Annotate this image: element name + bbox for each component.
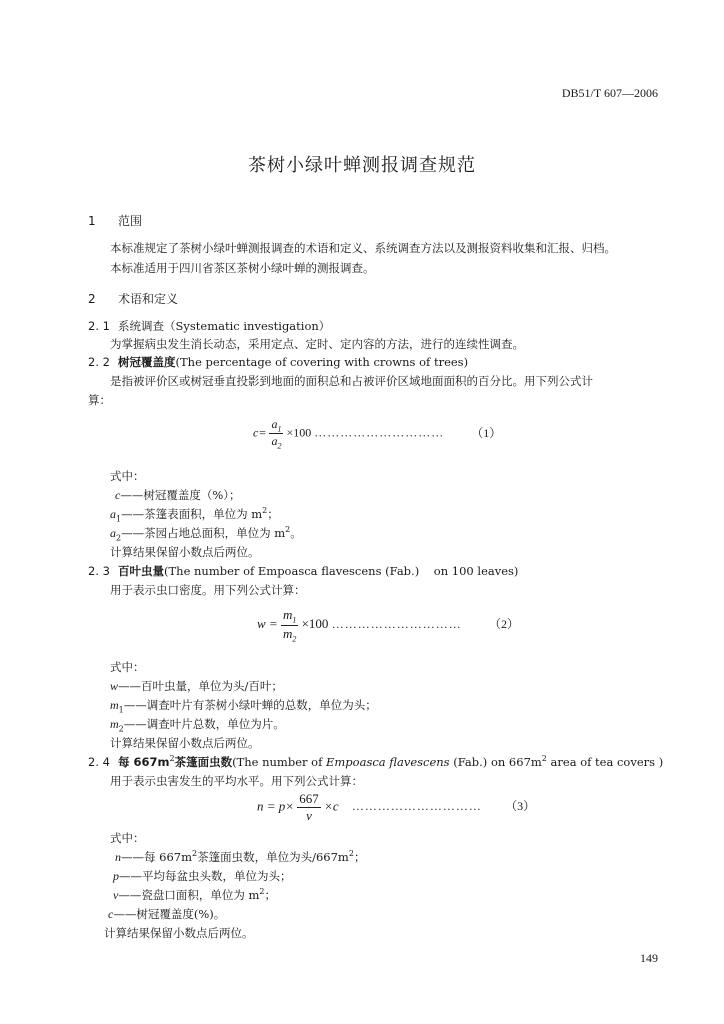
term-part: 每 667m — [118, 755, 170, 769]
numerator-sub: 1 — [292, 615, 297, 625]
term-english: (The number of Empoasca flavescens (Fab.) on 100 leaves) — [164, 564, 519, 578]
denominator: a — [271, 434, 278, 449]
numerator: a — [271, 417, 278, 431]
formula-label: （2） — [488, 617, 519, 632]
term-english: (Fab.) on 667m — [449, 755, 542, 769]
symbol-sub: 2 — [118, 724, 124, 734]
definition: ——树冠覆盖度（%）； — [120, 488, 241, 502]
section-title: 范围 — [118, 214, 143, 228]
subsection-number: 2. 3 — [88, 564, 110, 578]
section-number: 2 — [88, 292, 96, 306]
definition: ——平均每盆虫头数，单位为头； — [119, 869, 292, 883]
subsection-2-4-para: 用于表示虫害发生的平均水平。用下列公式计算： — [110, 774, 363, 788]
symbol: m — [110, 717, 119, 731]
punct: ； — [353, 850, 366, 864]
numerator-sub: 1 — [277, 424, 282, 434]
leader-dots: ………………………… — [351, 799, 482, 814]
subsection-2-3-heading — [88, 563, 518, 579]
definition: ——调查叶片有茶树小绿叶蝉的总数，单位为头； — [123, 698, 377, 712]
subsection-2-4-heading — [88, 754, 663, 770]
formula-tail: ×100 — [286, 425, 312, 440]
formula-1 — [253, 417, 501, 451]
where-label: 式中： — [110, 831, 145, 845]
punct: ； — [264, 888, 276, 902]
var-n — [115, 849, 365, 865]
rounding-note: 计算结果保留小数点后两位。 — [110, 545, 260, 559]
symbol: c — [115, 488, 121, 502]
where-label: 式中： — [110, 469, 145, 483]
subsection-2-2-para-2: 算： — [88, 393, 111, 407]
definition: ——调查叶片总数，单位为片。 — [123, 717, 285, 731]
definition: ——树冠覆盖度(%)。 — [113, 907, 226, 921]
punct: 。 — [290, 526, 302, 540]
denominator-sub: 2 — [292, 634, 297, 644]
term-english-sup: 2 — [541, 754, 547, 764]
formula-lhs: w = — [257, 616, 278, 632]
symbol-sub: 1 — [116, 514, 122, 524]
term-sup: 2 — [169, 754, 175, 764]
formula-fraction — [297, 791, 321, 824]
formula-lhs: n = p× — [257, 798, 295, 814]
superscript: 2 — [259, 887, 265, 897]
superscript: 2 — [348, 849, 354, 859]
var-v — [113, 887, 276, 903]
subsection-2-3-para: 用于表示虫口密度。用下列公式计算： — [110, 583, 306, 597]
var-w — [110, 678, 283, 694]
definition: ——瓷盘口面积，单位为 m — [118, 888, 260, 902]
document-title: 茶树小绿叶蝉测报调查规范 — [248, 155, 476, 176]
numerator: 667 — [299, 791, 319, 806]
symbol-sub: 1 — [118, 705, 124, 715]
term-english: (The number of — [232, 755, 326, 769]
symbol: m — [110, 698, 119, 712]
var-p — [113, 868, 292, 884]
formula-fraction — [281, 607, 298, 643]
denominator: v — [306, 808, 312, 823]
section-title: 术语和定义 — [118, 292, 179, 306]
term: 系统调查 — [118, 319, 164, 333]
formula-tail: ×c — [324, 798, 339, 814]
section-number: 1 — [88, 214, 96, 228]
term-english: （Systematic investigation） — [164, 319, 331, 333]
rounding-note: 计算结果保留小数点后两位。 — [104, 926, 254, 940]
superscript: 2 — [192, 849, 198, 859]
leader-dots: ………………………… — [331, 617, 462, 632]
formula-3 — [257, 791, 535, 824]
term-part: 茶篷面虫数 — [174, 755, 233, 769]
denominator: m — [282, 625, 293, 641]
definition: ——每 667m — [121, 850, 193, 864]
var-m1 — [110, 697, 377, 714]
punct: ； — [267, 507, 279, 521]
term-english-italic: Empoasca flavescens — [326, 755, 450, 769]
subsection-2-2-heading — [88, 354, 468, 370]
var-c — [108, 906, 225, 922]
definition: ——茶园占地总面积，单位为 m — [121, 526, 286, 540]
symbol: a — [110, 507, 116, 521]
section-1-heading — [88, 212, 142, 229]
term: 树冠覆盖度 — [118, 355, 176, 369]
subsection-number: 2. 4 — [88, 755, 110, 769]
numerator: m — [282, 607, 293, 622]
subsection-number: 2. 2 — [88, 355, 110, 369]
formula-fraction — [269, 417, 283, 451]
section-1-para-1: 本标准规定了茶树小绿叶蝉测报调查的术语和定义、系统调查方法以及测报资料收集和汇报、归档。 — [110, 241, 616, 255]
superscript: 2 — [285, 525, 291, 535]
leader-dots: ………………………… — [314, 425, 445, 440]
subsection-2-2-para-1: 是指被评价区或树冠垂直投影到地面的面积总和占被评价区域地面面积的百分比。用下列公式计 — [110, 374, 593, 388]
where-label: 式中： — [110, 660, 145, 674]
definition: 茶篷面虫数，单位为头/667m — [197, 850, 349, 864]
denominator-sub: 2 — [277, 441, 282, 451]
var-a1 — [110, 506, 279, 523]
var-c — [115, 487, 241, 503]
symbol: p — [113, 869, 119, 883]
rounding-note: 计算结果保留小数点后两位。 — [110, 736, 260, 750]
var-m2 — [110, 716, 285, 733]
formula-lhs: c= — [253, 425, 267, 440]
subsection-2-1-para: 为掌握病虫发生消长动态，采用定点、定时、定内容的方法，进行的连续性调查。 — [110, 337, 524, 351]
standard-code: DB51/T 607—2006 — [561, 86, 658, 100]
symbol: w — [110, 679, 119, 693]
subsection-2-1-heading — [88, 318, 330, 334]
term: 百叶虫量 — [118, 564, 164, 578]
symbol: a — [110, 526, 116, 540]
symbol-sub: 2 — [116, 533, 122, 543]
symbol: n — [115, 850, 121, 864]
var-a2 — [110, 525, 302, 542]
formula-label: （3） — [505, 799, 536, 814]
section-2-heading — [88, 290, 178, 307]
term-english: (The percentage of covering with crowns of trees) — [175, 355, 469, 369]
formula-label: （1） — [471, 425, 502, 440]
definition: ——茶篷表面积，单位为 m — [121, 507, 263, 521]
superscript: 2 — [262, 506, 268, 516]
page-number: 149 — [640, 951, 658, 965]
formula-2 — [257, 607, 519, 643]
definition: ——百叶虫量，单位为头/百叶； — [118, 679, 283, 693]
symbol: c — [108, 907, 114, 921]
subsection-number: 2. 1 — [88, 319, 110, 333]
symbol: v — [113, 888, 119, 902]
section-1-para-2: 本标准适用于四川省茶区茶树小绿叶蝉的测报调查。 — [110, 261, 375, 275]
term-english: area of tea covers ) — [546, 755, 664, 769]
formula-tail: ×100 — [301, 616, 329, 632]
